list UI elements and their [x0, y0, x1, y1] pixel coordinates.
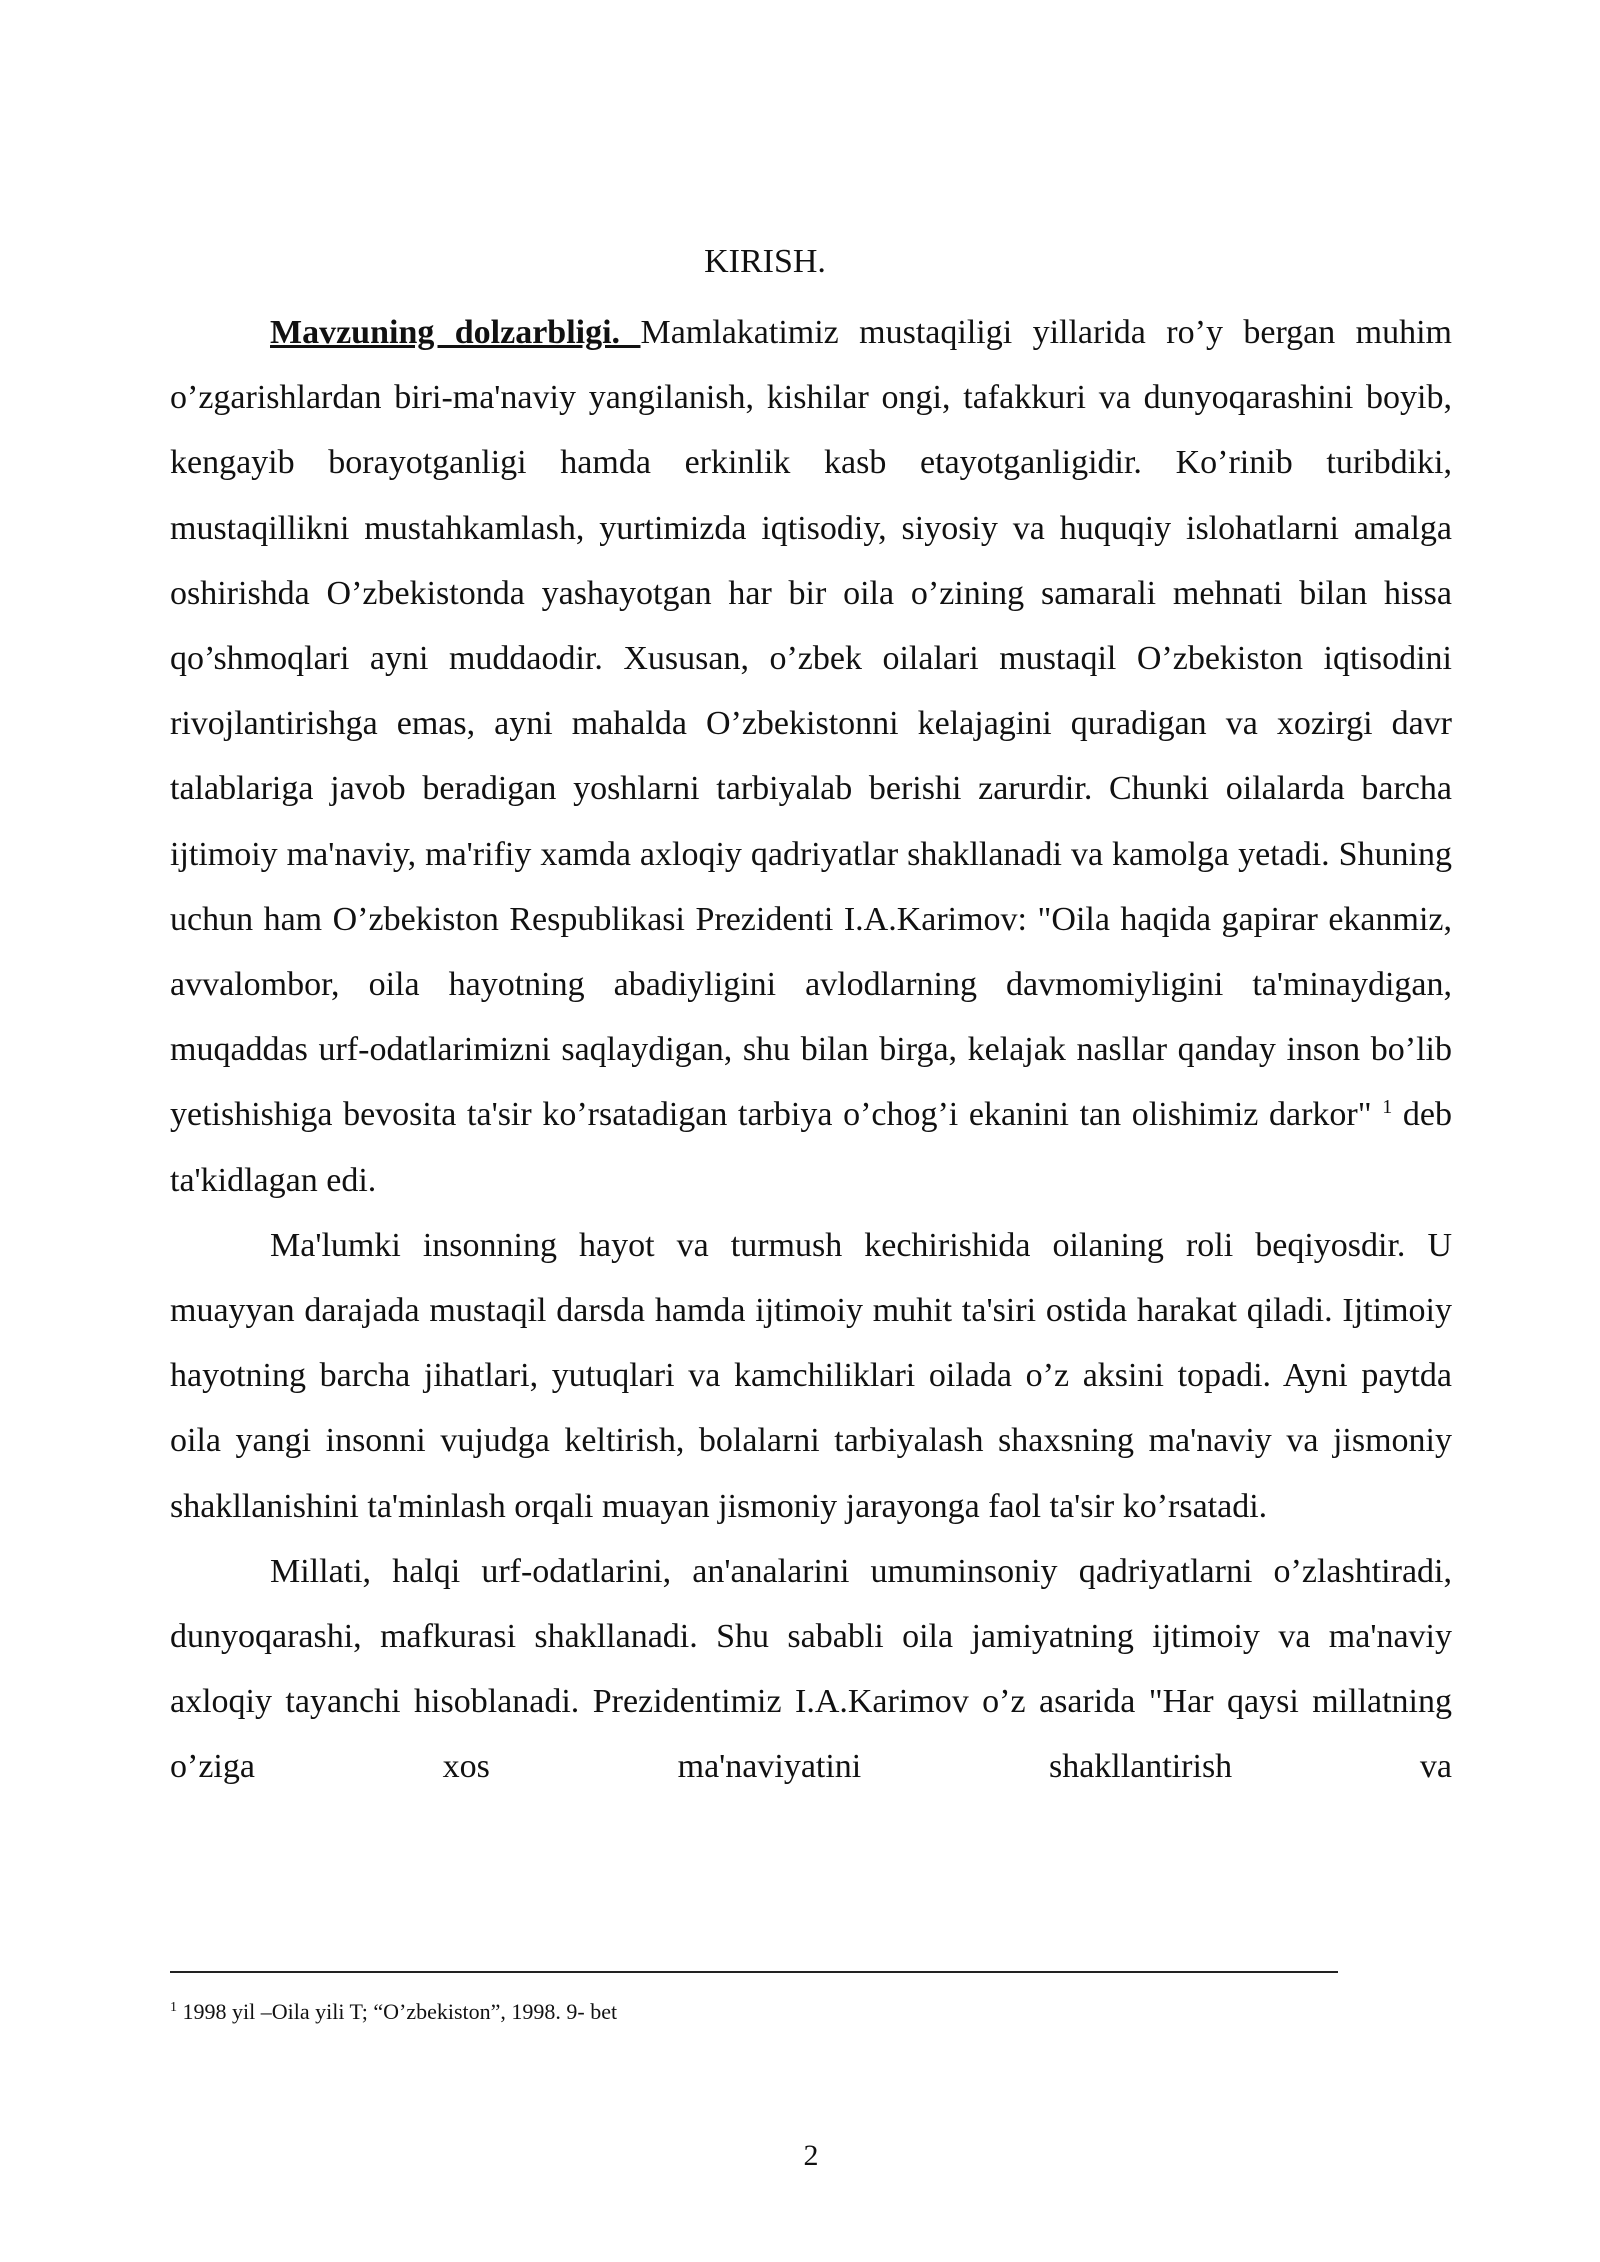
body-text — [170, 300, 1452, 1800]
paragraph-text: Mamlakatimiz mustaqiligi yillarida ro’y bergan muhim o’zgarishlardan biri-ma'naviy yangilanish, kishilar ongi, tafakkuri va dunyoqarashini boyib, kengayib borayotganligi hamda erkinlik kasb etayotganligidir. Ko’rinib turibdiki, mustaqillikni mustahkamlash, yurtimizda iqtisodiy, siyosiy va huquqiy islohatlarni amalga oshirishda O’zbekistonda yashayotgan har bir oila o’zining samarali mehnati bilan hissa qo’shmoqlari ayni muddaodir. Xususan, o’zbek oilalari mustaqil O’zbekiston iqtisodini rivojlantirishga emas, ayni mahalda O’zbekistonni kelajagini quradigan va xozirgi davr talablariga javob beradigan yoshlarni tarbiyalab berishi zarurdir. Chunki oilalarda barcha ijtimoiy ma'naviy, ma'rifiy xamda axloqiy qadriyatlar shakllanadi va kamolga yetadi. Shuning uchun ham O’zbekiston Respublikasi Prezidenti I.A.Karimov: "Oila haqida gapirar ekanmiz, avvalombor, oila hayotning abadiyligini avlodlarning davmomiyligini ta'minaydigan, muqaddas urf-odatlarimizni saqlaydigan, shu bilan birga, kelajak nasllar qanday inson bo’lib yetishishiga bevosita ta'sir ko’rsatadigan tarbiya o’chog’i ekanini tan olishimiz darkor" — [170, 314, 1453, 1134]
page-number: 2 — [803, 2139, 819, 2172]
section-heading: Mavzuning dolzarbligi. — [270, 314, 641, 351]
footnote-reference[interactable]: 1 — [1382, 1096, 1393, 1119]
footnote-number: 1 — [170, 2000, 177, 2015]
paragraph-values: Millati, halqi urf-odatlarini, an'analarini umuminsoniy qadriyatlarni o’zlashtiradi, dunyoqarashi, mafkurasi shakllanadi. Shu sababli oila jamiyatning ijtimoiy va ma'naviy axloqiy tayanchi hisoblanadi. Prezidentimiz I.A.Karimov o’z asarida "Har qaysi millatning o’ziga xos ma'naviyatini shakllantirish va — [170, 1552, 1452, 1786]
paragraph-relevance — [170, 300, 1452, 1213]
footnote-text: 1998 yil –Oila yili T; “O’zbekiston”, 1998. 9- bet — [177, 1999, 618, 2024]
paragraph-text-continued: deb ta'kidlagan edi. — [170, 1096, 1453, 1199]
footnote-separator — [170, 1971, 1338, 1973]
paragraph-family-role: Ma'lumki insonning hayot va turmush kechirishida oilaning roli beqiyosdir. U muayyan darajada mustaqil darsda hamda ijtimoiy muhit ta'siri ostida harakat qiladi. Ijtimoiy hayotning barcha jihatlari, yutuqlari va kamchiliklari oilada o’z aksini topadi. Ayni paytda oila yangi insonni vujudga keltirish, bolalarni tarbiyalash shaxsning ma'naviy va jismoniy shakllanishini ta'minlash orqali muayan jismoniy jarayonga faol ta'sir ko’rsatadi. — [170, 1226, 1452, 1525]
page-title: KIRISH. — [704, 243, 826, 280]
footnote — [170, 1998, 617, 2026]
